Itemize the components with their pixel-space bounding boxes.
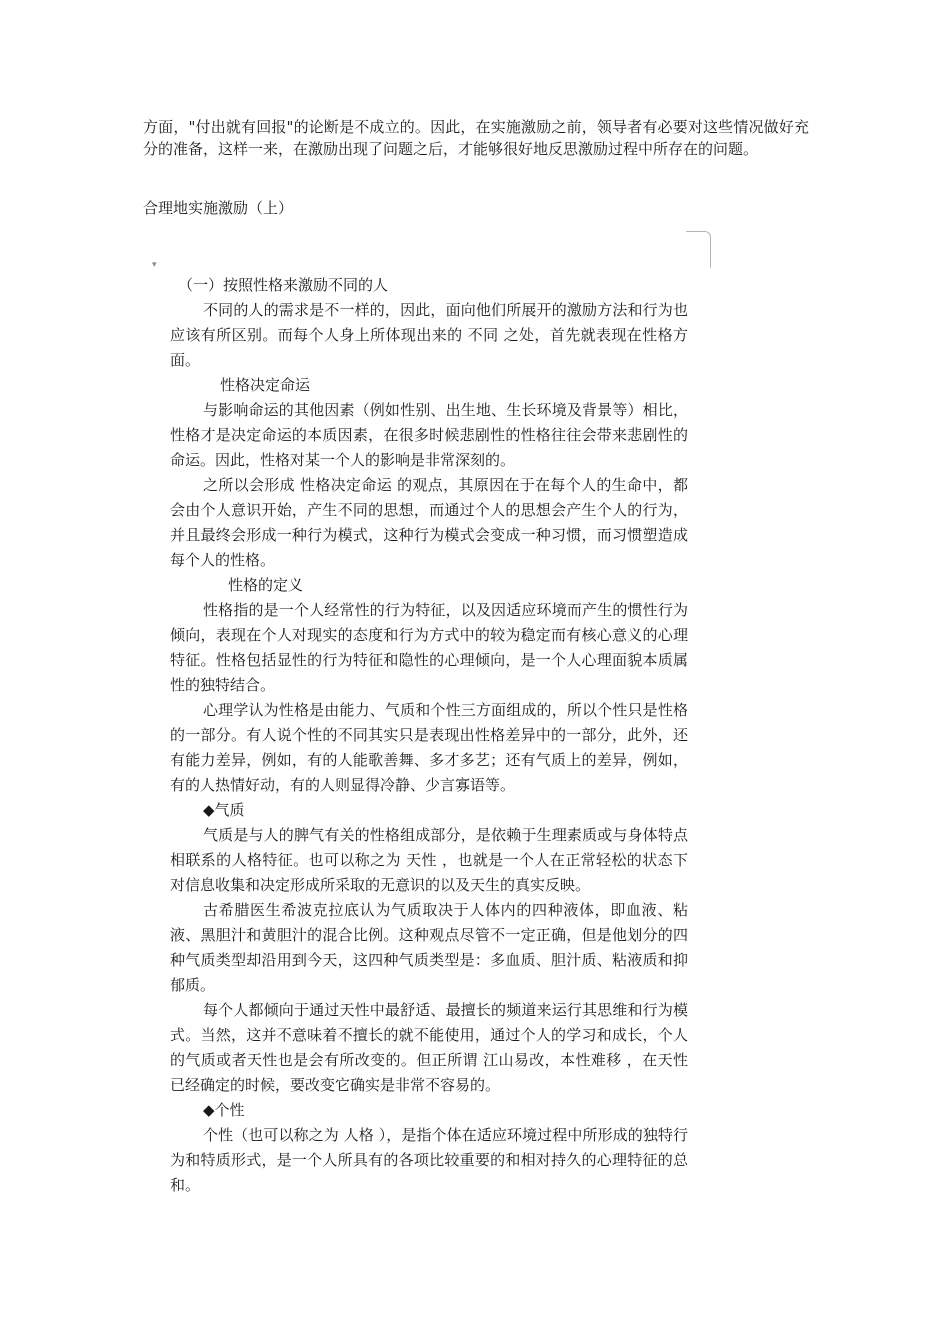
main-content bbox=[170, 273, 688, 1198]
paragraph: 不同的人的需求是不一样的，因此，面向他们所展开的激励方法和行为也应该有所区别。而每个人身上所体现出来的 不同 之处，首先就表现在性格方面。 bbox=[170, 301, 688, 369]
corner-crop-mark bbox=[686, 231, 711, 268]
bullet-temperament: ◆气质 bbox=[203, 801, 245, 819]
paragraph: 之所以会形成 性格决定命运 的观点，其原因在于在每个人的生命中，都会由个人意识开始，产生不同的思想，而通过个人的思想会产生个人的行为，并且最终会形成一种行为模式，这种行为模式会变成一种习惯，而习惯塑造成每个人的性格。 bbox=[170, 476, 688, 569]
heading-personality-motivation: （一）按照性格来激励不同的人 bbox=[178, 276, 389, 294]
bullet-individuality: ◆个性 bbox=[203, 1101, 245, 1119]
paragraph: 气质是与人的脾气有关的性格组成部分，是依赖于生理素质或与身体特点相联系的人格特征。也可以称之为 天性 ，也就是一个人在正常轻松的状态下对信息收集和决定形成所采取的无意识的以及天生的真实反映。 bbox=[170, 826, 688, 894]
intro-paragraph: 方面，"付出就有回报"的论断是不成立的。因此，在实施激励之前，领导者有必要对这些情况做好充分的准备，这样一来，在激励出现了问题之后，才能够很好地反思激励过程中所存在的问题。 bbox=[143, 118, 809, 158]
section-heading: 合理地实施激励（上） bbox=[143, 199, 294, 217]
paragraph: 与影响命运的其他因素（例如性别、出生地、生长环境及背景等）相比，性格才是决定命运的本质因素，在很多时候悲剧性的性格往往会带来悲剧性的命运。因此，性格对某一个人的影响是非常深刻的。 bbox=[170, 401, 688, 469]
paragraph: 心理学认为性格是由能力、气质和个性三方面组成的，所以个性只是性格的一部分。有人说个性的不同其实只是表现出性格差异中的一部分，此外，还有能力差异，例如，有的人能歌善舞、多才多艺；还有气质上的差异，例如，有的人热情好动，有的人则显得冷静、少言寡语等。 bbox=[170, 701, 688, 794]
subheading-personality-definition: 性格的定义 bbox=[228, 576, 304, 594]
paragraph: 每个人都倾向于通过天性中最舒适、最擅长的频道来运行其思维和行为模式。当然，这并不意味着不擅长的就不能使用，通过个人的学习和成长，个人的气质或者天性也是会有所改变的。但正所谓 江山易改，本性难移 ，在天性已经确定的时候，要改变它确实是非常不容易的。 bbox=[170, 1001, 688, 1094]
anchor-mark-icon: ▾ bbox=[152, 260, 157, 270]
subheading-personality-destiny: 性格决定命运 bbox=[220, 376, 311, 394]
paragraph: 性格指的是一个人经常性的行为特征，以及因适应环境而产生的惯性行为倾向，表现在个人对现实的态度和行为方式中的较为稳定而有核心意义的心理特征。性格包括显性的行为特征和隐性的心理倾向，是一个人心理面貌本质属性的独特结合。 bbox=[170, 601, 688, 694]
paragraph: 个性（也可以称之为 人格 ），是指个体在适应环境过程中所形成的独特行为和特质形式，是一个人所具有的各项比较重要的和相对持久的心理特征的总和。 bbox=[170, 1126, 688, 1194]
paragraph: 古希腊医生希波克拉底认为气质取决于人体内的四种液体，即血液、粘液、黑胆汁和黄胆汁的混合比例。这种观点尽管不一定正确，但是他划分的四种气质类型却沿用到今天，这四种气质类型是：多血质、胆汁质、粘液质和抑郁质。 bbox=[170, 901, 688, 994]
